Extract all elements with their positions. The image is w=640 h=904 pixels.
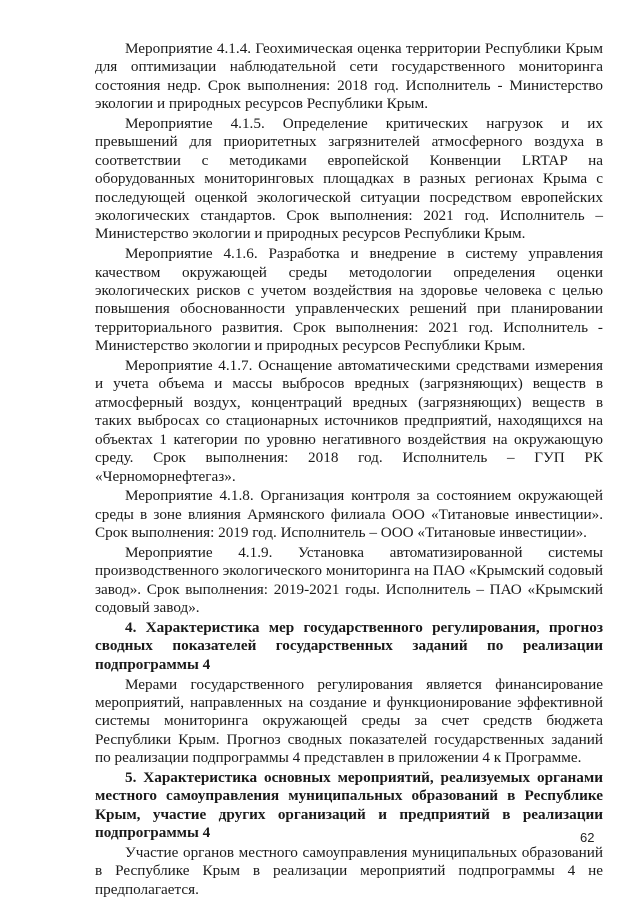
measure-4-1-5-paragraph: Мероприятие 4.1.5. Определение критических нагрузок и их превышений для приоритетных загрязнителей атмосферного воздуха в соответствии с методиками европейской Конвенции LRTAP на оборудованных мониторинговых площадках в разных регионах Крыма с последующей оценкой экологической ситуации посредством европейских экологических стандартов. Срок выполнения: 2021 год. Исполнитель – Министерство экологии и природных ресурсов Республики Крым. — [95, 115, 603, 243]
document-page — [95, 40, 603, 901]
section-5-heading: 5. Характеристика основных мероприятий, реализуемых органами местного самоуправления муниципальных образований в Республике Крым, участие других организаций и предприятий в реализации подпрограммы 4 — [95, 768, 603, 842]
measure-4-1-4-paragraph: Мероприятие 4.1.4. Геохимическая оценка территории Республики Крым для оптимизации наблюдательной сети государственного мониторинга состояния недр. Срок выполнения: 2018 год. Исполнитель - Министерство экологии и природных ресурсов Республики Крым. — [95, 40, 603, 113]
measure-4-1-6-paragraph: Мероприятие 4.1.6. Разработка и внедрение в систему управления качеством окружающей среды методологии определения оценки экологических рисков с учетом воздействия на здоровье человека с целью повышения обоснованности управленческих решений при планировании территориального развития. Срок выполнения: 2021 год. Исполнитель - Министерство экологии и природных ресурсов Республики Крым. — [95, 245, 603, 355]
section-4-paragraph: Мерами государственного регулирования является финансирование мероприятий, направленных на создание и функционирование эффективной системы мониторинга окружающей среды за счет средств бюджета Республики Крым. Прогноз сводных показателей государственных заданий по реализации подпрограммы 4 представлен в приложении 4 к Программе. — [95, 675, 603, 767]
measure-4-1-9-paragraph: Мероприятие 4.1.9. Установка автоматизированной системы производственного экологического мониторинга на ПАО «Крымский содовый завод». Срок выполнения: 2019-2021 годы. Исполнитель – ПАО «Крымский содовый завод». — [95, 543, 603, 617]
measure-4-1-8-paragraph: Мероприятие 4.1.8. Организация контроля за состоянием окружающей среды в зоне влияния Армянского филиала ООО «Титановые инвестиции». Срок выполнения: 2019 год. Исполнитель – ООО «Титановые инвестиции». — [95, 487, 603, 542]
page-number: 62 — [580, 830, 595, 845]
section-4-heading: 4. Характеристика мер государственного регулирования, прогноз сводных показателей государственных заданий по реализации подпрограммы 4 — [95, 618, 603, 673]
measure-4-1-7-paragraph: Мероприятие 4.1.7. Оснащение автоматическими средствами измерения и учета объема и массы выбросов вредных (загрязняющих) веществ в атмосферный воздух, концентраций вредных (загрязняющих) веществ в таких выбросах со стационарных источников предприятий, находящихся на объектах 1 категории по уровню негативного воздействия на окружающую среду. Срок выполнения: 2018 год. Исполнитель – ГУП РК «Черноморнефтегаз». — [95, 357, 603, 485]
section-5-paragraph: Участие органов местного самоуправления муниципальных образований в Республике Крым в реализации мероприятий подпрограммы 4 не предполагается. — [95, 843, 603, 898]
